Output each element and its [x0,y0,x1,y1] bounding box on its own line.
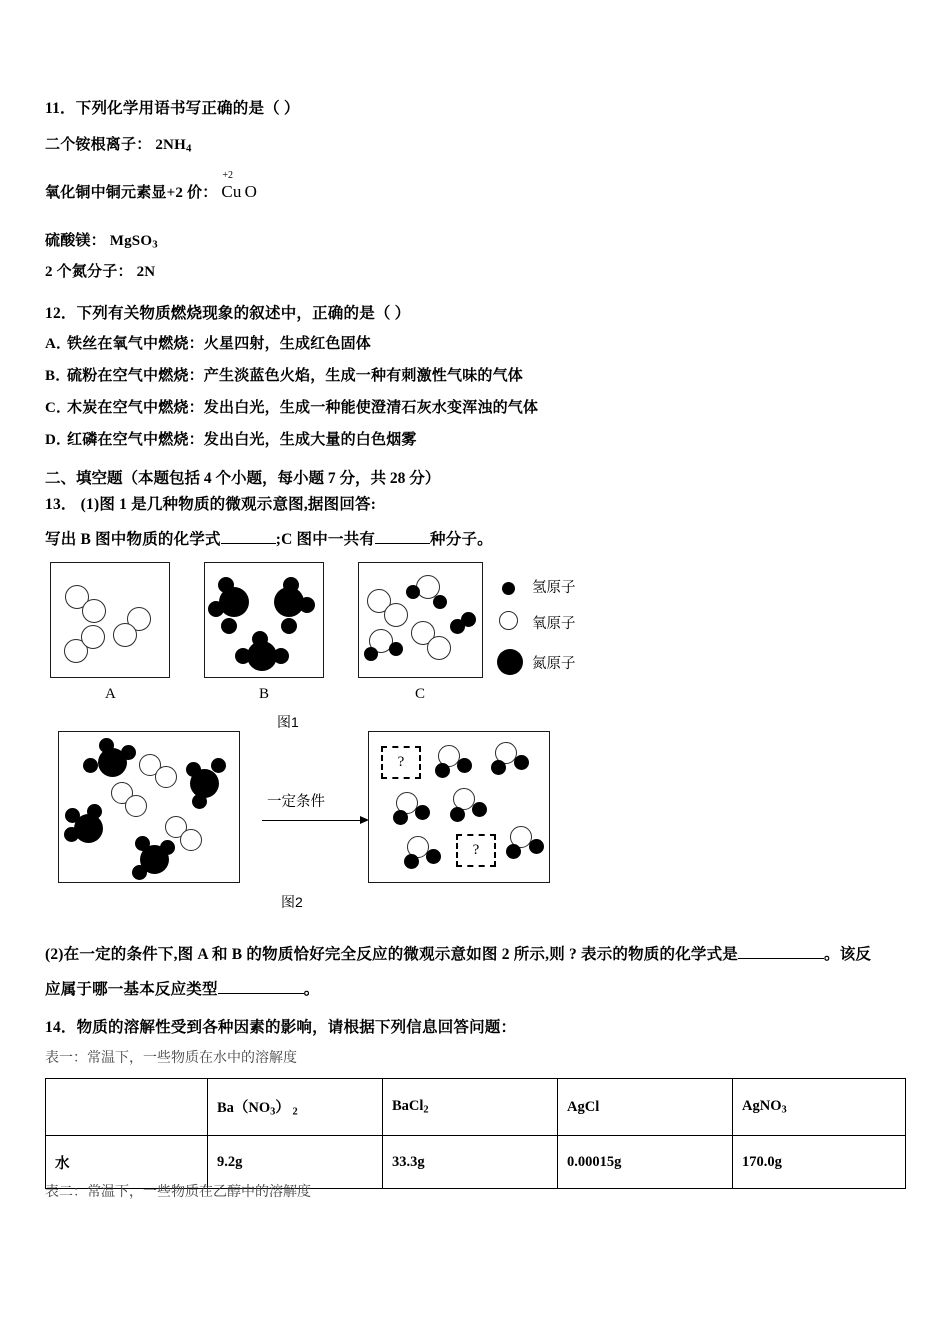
table-header-ba-no3-2: $Ba(NO_3)$ $_2$ [208,1079,383,1136]
question-12-option-b: B． [45,368,71,384]
hydrogen-atom [457,758,472,773]
question-12-option-d: D． [45,432,72,448]
table1-caption: 表一：常温下，一些物质在水中的溶解度 [45,1051,297,1066]
hydrogen-atom [364,647,378,661]
question-12-stem: 12．下列有关物质燃烧现象的叙述中，正确的是（ ） [45,305,411,322]
question-12-option-c-text: 木炭在空气中燃烧：发出白光，生成一种能使澄清石灰水变浑浊的气体 [67,400,539,416]
table-cell-agcl-value: 0.00015g [558,1136,733,1189]
hydrogen-atom [404,854,419,869]
nitrogen-atom [140,845,169,874]
oxygen-symbol: O [244,182,258,201]
q13-part2-a: (2)在一定的条件下,图 A 和 B 的物质恰好完全反应的微观示意如图 2 所示,则 ? 表示的物质的化学式是 [45,946,739,963]
nitrogen-atom [219,587,249,617]
hydrogen-atom [435,763,450,778]
answer-blank-1[interactable] [221,543,276,544]
oxygen-atom [180,829,202,851]
hydrogen-atom [472,802,487,817]
question-13-subquestion-1 [45,527,493,549]
oxygen-atom [81,625,105,649]
option-a-text: 二个铵根离子： 2NH [45,137,186,153]
q13-part1-a: 写出 B 图中物质的化学式 [45,531,221,548]
nitrogen-atom [98,748,127,777]
question-11-option-d [45,260,155,281]
question-12-option-a-text: 铁丝在氧气中燃烧：火星四射，生成红色固体 [67,336,372,352]
hydrogen-atom [506,844,521,859]
table-row-label-water: 水 [46,1136,208,1189]
table2-caption: 表二：常温下，一些物质在乙醇中的溶解度 [45,1185,311,1200]
reaction-condition-label: 一定条件 [267,794,325,810]
oxygen-atom [113,623,137,647]
figure2-reactants-box [58,731,240,883]
q13-part1-b: ;C 图中一共有 [275,531,376,548]
option-c-subscript: 3 [152,238,158,251]
question-11-option-a [45,133,192,155]
answer-blank-2[interactable] [375,543,430,544]
hydrogen-atom [514,755,529,770]
hydrogen-atom [221,618,237,634]
hydrogen-atom [415,805,430,820]
figure2-caption: 图2 [281,894,303,910]
oxygen-atom [427,636,451,660]
copper-oxide-formula [221,170,258,202]
oxygen-atom [82,599,106,623]
option-b-text: 氧化铜中铜元素显+2 价： [45,185,218,201]
unknown-substance-box: ? [456,834,496,867]
figure1-box-b [204,562,324,678]
table-header-agcl: AgCl [558,1079,733,1136]
hydrogen-atom [281,618,297,634]
option-d-text: 2 个氮分子： 2N [45,264,156,280]
option-a-subscript: 4 [185,142,192,155]
question-11-option-b [45,170,258,202]
nitrogen-atom [274,587,304,617]
figure1-box-a [50,562,170,678]
table-corner-cell [46,1079,208,1136]
oxygen-atom [155,766,177,788]
figure1-label-c: C [415,686,426,702]
question-12-option-d-text: 红磷在空气中燃烧：发出白光，生成大量的白色烟雾 [67,432,417,448]
hydrogen-atom [450,807,465,822]
figure1-label-b: B [259,686,270,702]
hydrogen-atom [461,612,476,627]
legend-nitrogen-atom-icon [497,649,523,675]
hydrogen-atom [83,758,98,773]
nitrogen-atom [190,769,219,798]
hydrogen-atom [426,849,441,864]
q13-part1-c: 种分子。 [430,531,493,548]
table-cell-bacl2-value: 33.3g [383,1136,558,1189]
legend-oxygen-atom-icon [499,611,518,630]
table-header-row [46,1079,906,1136]
table-cell-ba-no3-2-value: 9.2g [208,1136,383,1189]
valence-charge-label: +2 [222,170,233,181]
hydrogen-atom [393,810,408,825]
table-cell-agno3-value: 170.0g [733,1136,906,1189]
question-13-subquestion-2-line2 [45,977,319,999]
solubility-table-water [45,1078,906,1189]
question-13-subquestion-2-line1 [45,942,871,964]
legend-hydrogen-label: 氢原子 [532,580,576,596]
answer-blank-4[interactable] [218,993,304,994]
oxygen-atom [125,795,147,817]
legend-oxygen-label: 氧原子 [532,616,576,632]
section-2-heading: 二、填空题（本题包括 4 个小题，每小题 7 分，共 28 分） [45,470,441,487]
unknown-substance-box: ? [381,746,421,779]
q13-part2-c: 应属于哪一基本反应类型 [45,981,218,998]
question-12-option-a: A． [45,336,72,352]
copper-symbol: Cu [221,182,242,201]
figure1-box-c [358,562,483,678]
question-13-stem: 13． (1)图 1 是几种物质的微观示意图,据图回答: [45,496,377,513]
figure1-caption: 图1 [277,714,299,730]
answer-blank-3[interactable] [738,958,824,959]
question-12-option-c: C． [45,400,72,416]
hydrogen-atom [389,642,403,656]
q13-part2-b: 。该反 [824,946,872,963]
hydrogen-atom [529,839,544,854]
legend-hydrogen-atom-icon [502,582,515,595]
hydrogen-atom [211,758,226,773]
figure1-label-a: A [105,686,116,702]
question-14-stem: 14．物质的溶解性受到各种因素的影响，请根据下列信息回答问题： [45,1019,517,1036]
hydrogen-atom [406,585,420,599]
legend-nitrogen-label: 氮原子 [532,656,576,672]
nitrogen-atom [74,814,103,843]
nitrogen-atom [247,641,277,671]
option-c-text: 硫酸镁： MgSO [45,233,153,249]
question-11-option-c [45,229,158,251]
hydrogen-atom [491,760,506,775]
q13-part2-d: 。 [303,981,320,998]
question-12-option-b-text: 硫粉在空气中燃烧：产生淡蓝色火焰，生成一种有刺激性气味的气体 [67,368,524,384]
oxygen-atom [384,603,408,627]
hydrogen-atom [433,595,447,609]
arrow-shaft [262,820,362,821]
figure2-products-box [368,731,550,883]
table-header-bacl2: BaCl$_2$ [383,1079,558,1136]
table-header-agno3: AgNO$_3$ [733,1079,906,1136]
question-11-stem: 11．下列化学用语书写正确的是（ ） [45,100,300,117]
